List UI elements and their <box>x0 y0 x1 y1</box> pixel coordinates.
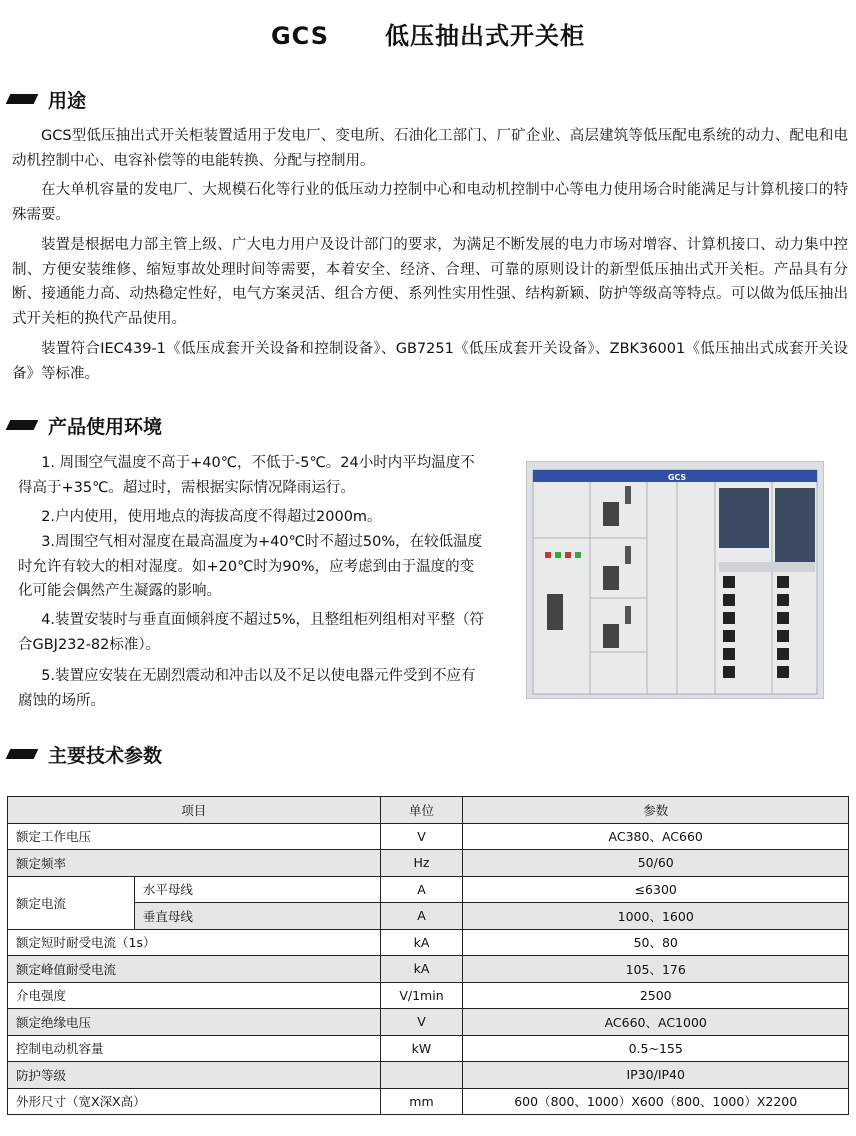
row-unit: V/1min <box>380 982 463 1009</box>
row-value: 1000、1600 <box>463 903 849 930</box>
table-row <box>8 903 849 930</box>
row-unit <box>380 1062 463 1089</box>
row-value: 2500 <box>463 982 849 1009</box>
table-header-row <box>8 797 849 824</box>
page-title <box>0 16 856 51</box>
row-item: 额定绝缘电压 <box>8 1009 381 1036</box>
row-value: 0.5~155 <box>463 1035 849 1062</box>
title-name: 低压抽出式开关柜 <box>385 22 586 50</box>
usage-paragraph: 装置是根据电力部主管上级、广大电力用户及设计部门的要求，为满足不断发展的电力市场对增容、计算机接口、动力集中控制、方便安装维修、缩短事故处理时间等需要，本着安全、经济、合理、可靠的原则设计的新型低压抽出式开关柜。产品具有分断、接通能力高、动热稳定性好，电气方案灵活、组合方便、系列性实用性强、结构新颖、防护等级高等特点。可以做为低压抽出式开关柜的换代产品使用。 <box>12 237 848 327</box>
section-bar-icon <box>8 94 36 104</box>
row-unit: A <box>380 903 463 930</box>
row-unit: kW <box>380 1035 463 1062</box>
row-value: 50/60 <box>463 850 849 877</box>
row-unit: A <box>380 876 463 903</box>
usage-heading <box>8 84 86 114</box>
header-item: 项目 <box>8 797 381 824</box>
row-unit: kA <box>380 956 463 983</box>
header-unit: 单位 <box>380 797 463 824</box>
row-value: AC660、AC1000 <box>463 1009 849 1036</box>
photo-label: GCS <box>667 473 687 482</box>
row-item: 额定电流 <box>8 876 135 929</box>
row-subitem: 水平母线 <box>134 876 380 903</box>
cabinet-photo <box>526 461 824 699</box>
environment-item: 3.周围空气相对湿度在最高温度为+40℃时不超过50%，在较低温度时允许有较大的相对湿度。如+20℃时为90%，应考虑到由于温度的变化可能会偶然产生凝露的影响。 <box>18 534 483 599</box>
row-value: 50、80 <box>463 929 849 956</box>
params-heading <box>8 739 162 769</box>
section-bar-icon <box>8 420 36 430</box>
row-value: AC380、AC660 <box>463 823 849 850</box>
row-unit: V <box>380 823 463 850</box>
usage-paragraph: GCS型低压抽出式开关柜装置适用于发电厂、变电所、石油化工部门、厂矿企业、高层建筑等低压配电系统的动力、配电和电动机控制中心、电容补偿等的电能转换、分配与控制用。 <box>12 128 848 169</box>
usage-paragraph: 在大单机容量的发电厂、大规模石化等行业的低压动力控制中心和电动机控制中心等电力使用场合时能满足与计算机接口的特殊需要。 <box>12 182 848 223</box>
row-item: 额定频率 <box>8 850 381 877</box>
environment-item: 5.装置应安装在无剧烈震动和冲击以及不足以使电器元件受到不应有腐蚀的场所。 <box>18 668 476 709</box>
row-unit: kA <box>380 929 463 956</box>
row-item: 防护等级 <box>8 1062 381 1089</box>
params-table <box>7 796 849 1115</box>
environment-heading-label: 产品使用环境 <box>48 415 163 438</box>
usage-paragraph: 装置符合IEC439-1《低压成套开关设备和控制设备》、GB7251《低压成套开关设备》、ZBK36001《低压抽出式成套开关设备》等标准。 <box>12 341 848 382</box>
table-row <box>8 850 849 877</box>
table-row <box>8 1009 849 1036</box>
row-unit: mm <box>380 1088 463 1115</box>
row-item: 介电强度 <box>8 982 381 1009</box>
row-item: 控制电动机容量 <box>8 1035 381 1062</box>
usage-heading-label: 用途 <box>48 89 87 112</box>
params-heading-label: 主要技术参数 <box>48 744 163 767</box>
table-row <box>8 1062 849 1089</box>
environment-item: 1. 周围空气温度不高于+40℃，不低于-5℃。24小时内平均温度不得高于+35℃。超过时，需根据实际情况降雨运行。 <box>18 455 475 496</box>
table-row <box>8 876 849 903</box>
row-value: ≤6300 <box>463 876 849 903</box>
cabinet-illustration <box>527 462 823 698</box>
row-unit: V <box>380 1009 463 1036</box>
table-row <box>8 1035 849 1062</box>
table-row <box>8 982 849 1009</box>
header-value: 参数 <box>463 797 849 824</box>
row-item: 额定工作电压 <box>8 823 381 850</box>
table-row <box>8 823 849 850</box>
environment-item: 4.装置安装时与垂直面倾斜度不超过5%，且整组柜列组相对平整（符合GBJ232-82标准）。 <box>18 612 485 653</box>
row-unit: Hz <box>380 850 463 877</box>
environment-item: 2.户内使用，使用地点的海拔高度不得超过2000m。 <box>41 509 382 525</box>
table-row <box>8 929 849 956</box>
table-row <box>8 1088 849 1115</box>
row-value: 600（800、1000）X600（800、1000）X2200 <box>463 1088 849 1115</box>
row-subitem: 垂直母线 <box>134 903 380 930</box>
environment-heading <box>8 410 162 440</box>
row-item: 外形尺寸（宽X深X高） <box>8 1088 381 1115</box>
title-code: GCS <box>270 22 330 50</box>
row-value: IP30/IP40 <box>463 1062 849 1089</box>
table-row <box>8 956 849 983</box>
row-item: 额定短时耐受电流（1s） <box>8 929 381 956</box>
row-item: 额定峰值耐受电流 <box>8 956 381 983</box>
section-bar-icon <box>8 749 36 759</box>
row-value: 105、176 <box>463 956 849 983</box>
